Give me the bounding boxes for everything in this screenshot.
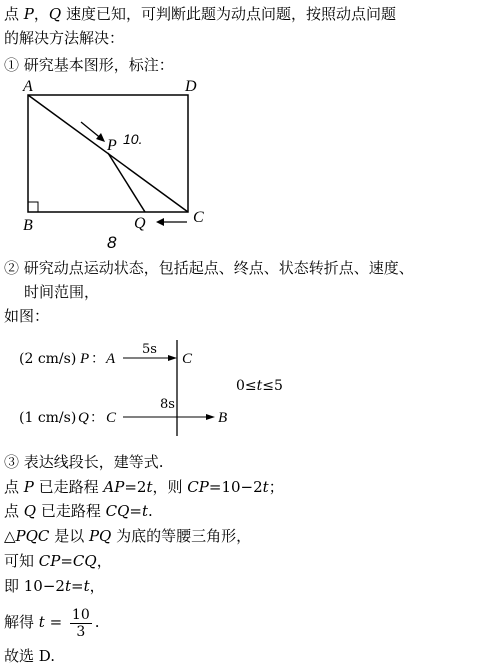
- segment-cp: CP: [187, 478, 209, 496]
- row2-time: 8s: [160, 397, 175, 412]
- step2-line-3: 如图：: [4, 307, 50, 325]
- point-q: Q: [48, 5, 62, 23]
- text: .: [148, 502, 153, 520]
- text: =: [129, 502, 142, 520]
- label-p: P: [107, 137, 117, 154]
- segment-pq: PQ: [88, 527, 112, 545]
- segment-cq: CQ: [105, 502, 130, 520]
- text: ，则: [152, 478, 188, 496]
- time-range: [236, 378, 283, 394]
- label-b: B: [23, 217, 33, 234]
- text: 点: [4, 478, 24, 496]
- text: 是以: [49, 527, 89, 545]
- text: 解得: [4, 613, 39, 631]
- row1-time: 5s: [142, 342, 157, 357]
- step2-line-1: ② 研究动点运动状态，包括起点、终点、状态转折点、速度、: [4, 259, 414, 277]
- rectangle-figure: [15, 78, 255, 253]
- text: 可知: [4, 552, 39, 570]
- text: 即 10−2: [4, 577, 65, 595]
- text: =: [44, 613, 67, 631]
- label-c: C: [193, 209, 204, 226]
- numerator: 10: [71, 606, 90, 623]
- step3-equation-line: [4, 576, 105, 596]
- step3-triangle-line: [4, 526, 251, 546]
- triangle-symbol: △: [4, 527, 16, 545]
- range-var: t: [256, 378, 263, 394]
- point-q: Q: [23, 502, 37, 520]
- handwritten-8: 8: [107, 233, 117, 252]
- text: 点: [4, 502, 24, 520]
- step2-line-2: 时间范围，: [24, 283, 100, 301]
- triangle-pqc: PQC: [15, 527, 50, 545]
- text: 已走路程: [36, 502, 106, 520]
- equation-cp-cq: CP=CQ: [38, 552, 97, 570]
- row1-point: P: [80, 351, 90, 367]
- var-t: t: [64, 577, 71, 595]
- handwritten-10: 10.: [123, 131, 143, 147]
- text: ，: [89, 577, 105, 595]
- text: =2: [124, 478, 147, 496]
- step3-solution-line: [4, 604, 100, 640]
- text: 速度已知，可判断此题为动点问题，按照动点问题: [61, 5, 396, 23]
- intro-line-1: [4, 4, 396, 24]
- text: 已走路程: [33, 478, 104, 496]
- text: =: [71, 577, 84, 595]
- answer-line: 故选 D.: [4, 647, 56, 665]
- var-t: t: [146, 478, 153, 496]
- row2-speed: (1 cm/s): [19, 410, 77, 426]
- text: ；: [268, 478, 284, 496]
- step3-q-line: [4, 501, 153, 521]
- denominator: 3: [76, 623, 86, 640]
- fraction-ten-thirds: [70, 607, 92, 640]
- row1-from: A: [106, 351, 116, 367]
- var-t: t: [83, 577, 90, 595]
- row2-colon: ：: [90, 410, 104, 426]
- range-end: ≤5: [262, 378, 283, 394]
- row2-from: C: [106, 410, 117, 426]
- text: 点: [4, 5, 24, 23]
- label-d: D: [185, 78, 197, 95]
- label-a: A: [23, 78, 33, 95]
- segment-ap: AP: [103, 478, 125, 496]
- step3-know-line: [4, 551, 112, 571]
- step3-p-line: [4, 477, 284, 497]
- step3-label: ③ 表达线段长，建等式.: [4, 453, 164, 471]
- row1-to: C: [182, 351, 193, 367]
- row1-colon: ：: [91, 351, 105, 367]
- row2-to: B: [218, 410, 228, 426]
- point-p: P: [23, 478, 34, 496]
- text: ，: [33, 5, 49, 23]
- var-t: t: [142, 502, 149, 520]
- label-q: Q: [134, 215, 146, 232]
- row2-point: Q: [78, 410, 89, 426]
- intro-line-2: 的解决方法解决：: [4, 29, 125, 47]
- text: 为底的等腰三角形，: [111, 527, 252, 545]
- text: =10−2: [208, 478, 263, 496]
- row1-speed: (2 cm/s): [19, 351, 77, 367]
- motion-diagram: [14, 340, 314, 440]
- step1-label: ① 研究基本图形，标注：: [4, 56, 174, 74]
- var-t: t: [38, 613, 45, 631]
- text: .: [94, 613, 100, 631]
- point-p: P: [23, 5, 34, 23]
- range-start: 0≤: [236, 378, 257, 394]
- var-t: t: [262, 478, 269, 496]
- text: ，: [96, 552, 112, 570]
